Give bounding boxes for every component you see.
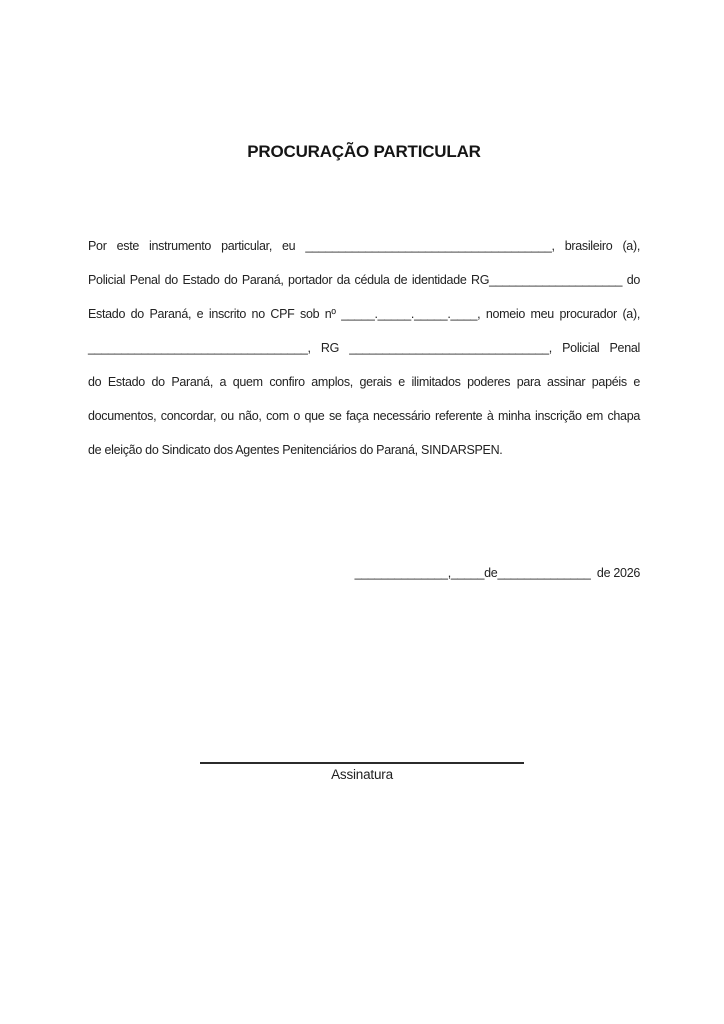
body-line-6: documentos, concordar, ou não, com o que se faça necessário referente à minha inscrição em chapa bbox=[88, 409, 640, 423]
body-line-3: Estado do Paraná, e inscrito no CPF sob nº _____._____._____.____, nomeio meu procurador (a), bbox=[88, 307, 640, 321]
signature-block bbox=[0, 745, 724, 782]
body-line-7: de eleição do Sindicato dos Agentes Penitenciários do Paraná, SINDARSPEN. bbox=[88, 443, 503, 457]
body-line-4: _________________________________, RG ______________________________, Policial Penal bbox=[88, 341, 640, 355]
date-line: ______________,_____de______________ de 2026 bbox=[354, 566, 640, 580]
body-line-1: Por este instrumento particular, eu _____________________________________, brasileiro (a), bbox=[88, 239, 640, 253]
body-line-5: do Estado do Paraná, a quem confiro amplos, gerais e ilimitados poderes para assinar papéis e bbox=[88, 375, 640, 389]
document-body bbox=[88, 229, 640, 467]
body-line-2: Policial Penal do Estado do Paraná, portador da cédula de identidade RG____________________ do bbox=[88, 273, 640, 287]
document-title: PROCURAÇÃO PARTICULAR bbox=[247, 142, 481, 161]
signature-line bbox=[200, 745, 524, 764]
signature-label: Assinatura bbox=[331, 767, 393, 782]
